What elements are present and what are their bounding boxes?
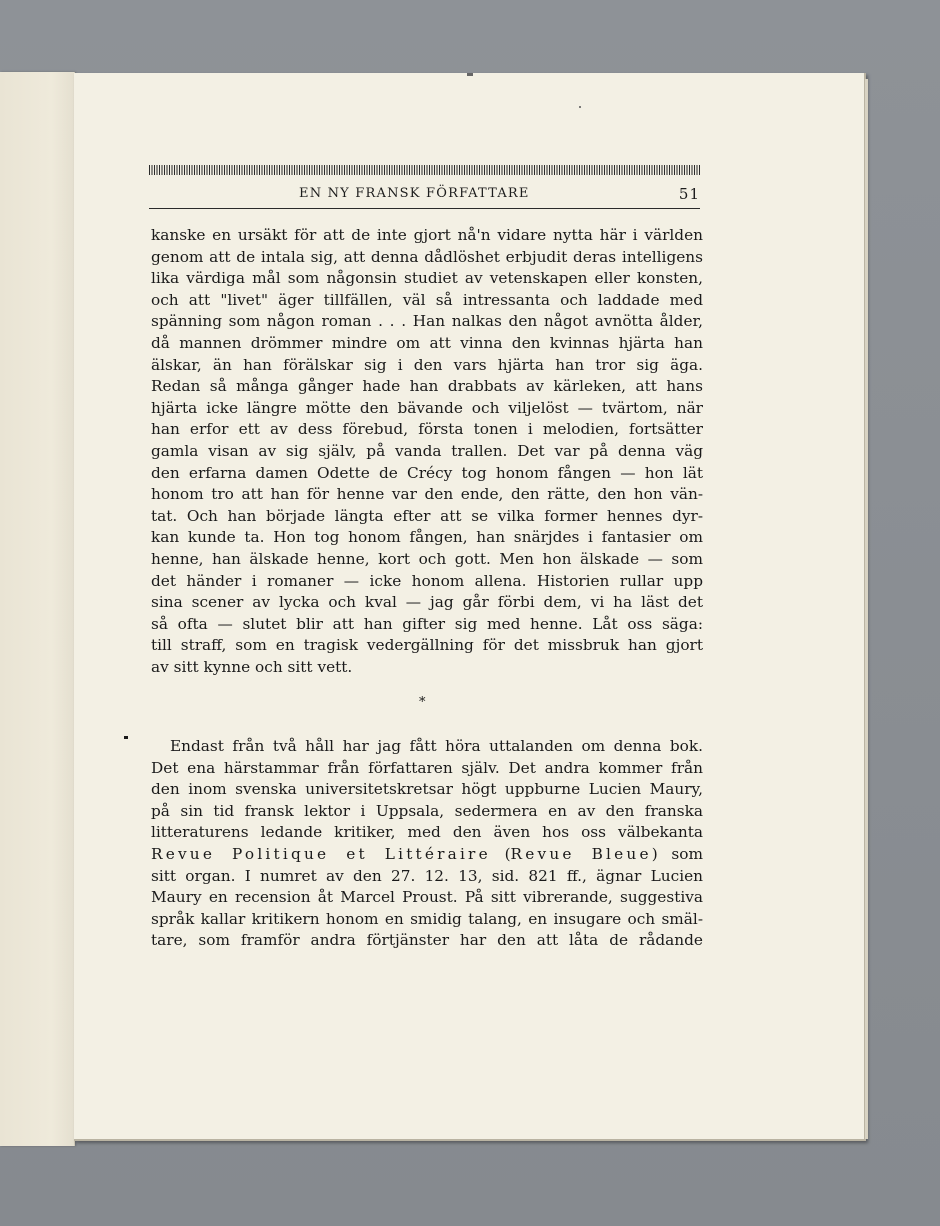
- journal-title: Revue Politique et Littéraire: [151, 844, 491, 863]
- text-line-journal: [151, 844, 703, 866]
- text-line: honom tro att han för henne var den ende, den rätte, den hon vän-: [151, 485, 703, 504]
- book-page: [74, 73, 866, 1141]
- text-line: sitt organ. I numret av den 27. 12. 13, sid. 821 ff., ägnar Lucien: [151, 866, 703, 885]
- text-fragment: ) som: [651, 844, 703, 863]
- facing-page-edge: [0, 72, 75, 1146]
- text-line: det händer i romaner — icke honom allena. Historien rullar upp: [151, 571, 703, 590]
- text-line: av sitt kynne och sitt vett.: [151, 657, 353, 676]
- text-line: språk kallar kritikern honom en smidig talang, en insugare och smäl-: [151, 909, 703, 928]
- text-line: spänning som någon roman . . . Han nalkas den något avnötta ålder,: [151, 312, 703, 331]
- running-head: [149, 185, 700, 207]
- text-line: älskar, än han förälskar sig i den vars hjärta han tror sig äga.: [151, 355, 703, 374]
- text-line: henne, han älskade henne, kort och gott. Men hon älskade — som: [151, 549, 703, 568]
- text-line: på sin tid fransk lektor i Uppsala, sedermera en av den franska: [151, 801, 703, 820]
- text-line: Maury en recension åt Marcel Proust. På sitt vibrerande, suggestiva: [151, 888, 703, 907]
- text-line: lika värdiga mål som någonsin studiet av vetenskapen eller konsten,: [151, 269, 703, 288]
- decorative-rule: [149, 165, 700, 175]
- text-line: så ofta — slutet blir att han gifter sig med henne. Låt oss säga:: [151, 614, 703, 633]
- paper-mark: [467, 73, 473, 76]
- text-line: tare, som framför andra förtjänster har den att låta de rådande: [151, 931, 703, 950]
- text-line: tat. Och han började längta efter att se vilka former hennes dyr-: [151, 506, 703, 525]
- text-line: han erfor ett av dess förebud, första tonen i melodien, fortsätter: [151, 420, 703, 439]
- text-line: genom att de intala sig, att denna dådlöshet erbjudit deras intelligens: [151, 247, 703, 266]
- text-line: kan kunde ta. Hon tog honom fången, han snärjdes i fantasier om: [151, 528, 703, 547]
- header-underline: [149, 208, 700, 209]
- text-line: och att "livet" äger tillfällen, väl så intressanta och laddade med: [151, 290, 703, 309]
- text-fragment: (: [490, 844, 511, 863]
- journal-alt-title: Revue Bleue: [510, 844, 652, 863]
- text-line: litteraturens ledande kritiker, med den även hos oss välbekanta: [151, 823, 703, 842]
- text-line: gamla visan av sig själv, på vanda trallen. Det var på denna väg: [151, 441, 703, 460]
- text-line: kanske en ursäkt för att de inte gjort nå'n vidare nytta här i världen: [151, 226, 703, 244]
- text-line: Redan så många gånger hade han drabbats av kärleken, att hans: [151, 377, 703, 396]
- page-number: 51: [678, 185, 700, 203]
- margin-mark: [124, 736, 128, 739]
- text-line: sina scener av lycka och kval — jag går förbi dem, vi ha läst det: [151, 593, 703, 612]
- text-line: till straff, som en tragisk vedergällning för det missbruk han gjort: [151, 636, 703, 655]
- paragraph-2: [151, 736, 703, 952]
- running-title: EN NY FRANSK FÖRFATTARE: [299, 186, 530, 201]
- text-line: då mannen drömmer mindre om att vinna den kvinnas hjärta han: [151, 333, 703, 352]
- paragraph-1: [151, 225, 703, 678]
- section-separator: *: [419, 695, 426, 710]
- text-line: den inom svenska universitetskretsar högt uppburne Lucien Maury,: [151, 780, 703, 799]
- paper-speck: [579, 106, 581, 108]
- text-line: den erfarna damen Odette de Crécy tog honom fången — hon lät: [151, 463, 703, 482]
- text-line: Endast från två håll har jag fått höra uttalanden om denna bok.: [170, 737, 703, 755]
- text-line: hjärta icke längre mötte den bävande och viljelöst — tvärtom, när: [151, 398, 703, 417]
- text-line: Det ena härstammar från författaren själv. Det andra kommer från: [151, 758, 703, 777]
